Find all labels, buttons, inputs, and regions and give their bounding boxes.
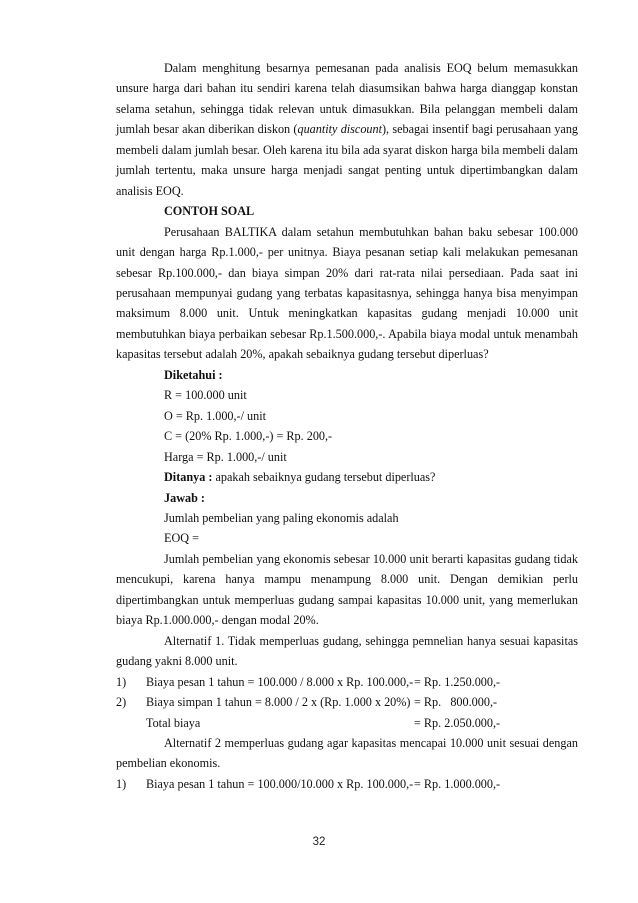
row-number: 1): [116, 674, 127, 689]
given-harga: Harga = Rp. 1.000,-/ unit: [164, 449, 287, 464]
ditanya-label: Ditanya :: [164, 470, 213, 485]
given-r: R = 100.000 unit: [164, 388, 247, 403]
row-text: Biaya pesan 1 tahun = 100.000 / 8.000 x Rp. 100.000,-: [146, 674, 414, 689]
row-value: = Rp. 1.000.000,-: [414, 776, 501, 791]
intro-paragraph: [116, 58, 578, 201]
row-number: 1): [116, 776, 127, 791]
alt1-row-2: [116, 692, 578, 712]
total-value: = Rp. 2.050.000,-: [414, 715, 501, 730]
document-page: [116, 58, 578, 794]
row-text: Biaya pesan 1 tahun = 100.000/10.000 x Rp. 100.000,-: [146, 776, 414, 791]
example-heading: CONTOH SOAL: [164, 204, 255, 219]
analysis-paragraph: Jumlah pembelian yang ekonomis sebesar 10.000 unit berarti kapasitas gudang tidak mencukupi, karena hanya mampu menampung 8.000 unit. Dengan demikian perlu dipertimbangkan untuk memperluas gudang sampai kapasitas 10.000 unit, yang memerlukan biaya Rp.1.000.000,- dengan modal 20%.: [116, 551, 578, 628]
alt1-row-1: [116, 672, 578, 692]
row-value: = Rp. 800.000,-: [414, 695, 498, 710]
intro-text-a: Dalam menghitung besarnya pemesanan pada analisis EOQ belum memasukkan unsure harga dari bahan itu sendiri karena telah diasumsikan bahwa harga dianggap konstan selama setahun, sehingga tidak relevan untuk dimasukkan. Bila pelanggan membeli dalam jumlah besar akan diberikan diskon (: [116, 61, 578, 137]
alternative-1-paragraph: Alternatif 1. Tidak memperluas gudang, sehingga pemnelian hanya sesuai kapasitas gudang yakni 8.000 unit.: [116, 633, 578, 669]
intro-text-b: ), sebagai insentif bagi perusahaan yang membeli dalam jumlah besar. Oleh karena itu bila ada syarat diskon harga bila membeli dalam jumlah tertentu, maka unsure harga menjadi sangat penting untuk dipertimbangkan dalam analisis EOQ.: [116, 122, 579, 198]
total-row: [116, 713, 578, 733]
total-label: Total biaya: [146, 715, 201, 730]
jawab-line: Jumlah pembelian yang paling ekonomis adalah: [164, 510, 399, 525]
alternative-2-paragraph: Alternatif 2 memperluas gudang agar kapasitas mencapai 10.000 unit sesuai dengan pembelian ekonomis.: [116, 735, 578, 771]
row-number: 2): [116, 695, 127, 710]
alt2-row-1: [116, 774, 578, 794]
row-value: = Rp. 1.250.000,-: [414, 674, 501, 689]
eoq-line: EOQ =: [164, 531, 199, 546]
diketahui-label: Diketahui :: [164, 367, 223, 382]
jawab-label: Jawab :: [164, 490, 205, 505]
given-o: O = Rp. 1.000,-/ unit: [164, 408, 267, 423]
given-c: C = (20% Rp. 1.000,-) = Rp. 200,-: [164, 429, 333, 444]
problem-paragraph: Perusahaan BALTIKA dalam setahun membutuhkan bahan baku sebesar 100.000 unit dengan harga Rp.1.000,- per unitnya. Biaya pesanan setiap kali melakukan pemesanan sebesar Rp.100.000,- dan biaya simpan 20% dari rat-rata nilai persediaan. Pada saat ini perusahaan mempunyai gudang yang terbatas kapasitasnya, sehingga hanya bisa menyimpan maksimum 8.000 unit. Untuk meningkatkan kapasitas gudang menjadi 10.000 unit membutuhkan biaya perbaikan sebesar Rp.1.500.000,-. Apabila biaya modal untuk menambah kapasitas tersebut adalah 20%, apakah sebaiknya gudang tersebut diperluas?: [116, 224, 578, 362]
intro-italic-term: quantity discount: [297, 122, 382, 137]
ditanya-line: [116, 467, 578, 487]
ditanya-text: apakah sebaiknya gudang tersebut diperluas?: [212, 470, 436, 485]
page-number: 32: [312, 836, 326, 848]
row-text: Biaya simpan 1 tahun = 8.000 / 2 x (Rp. 1.000 x 20%): [146, 695, 411, 710]
